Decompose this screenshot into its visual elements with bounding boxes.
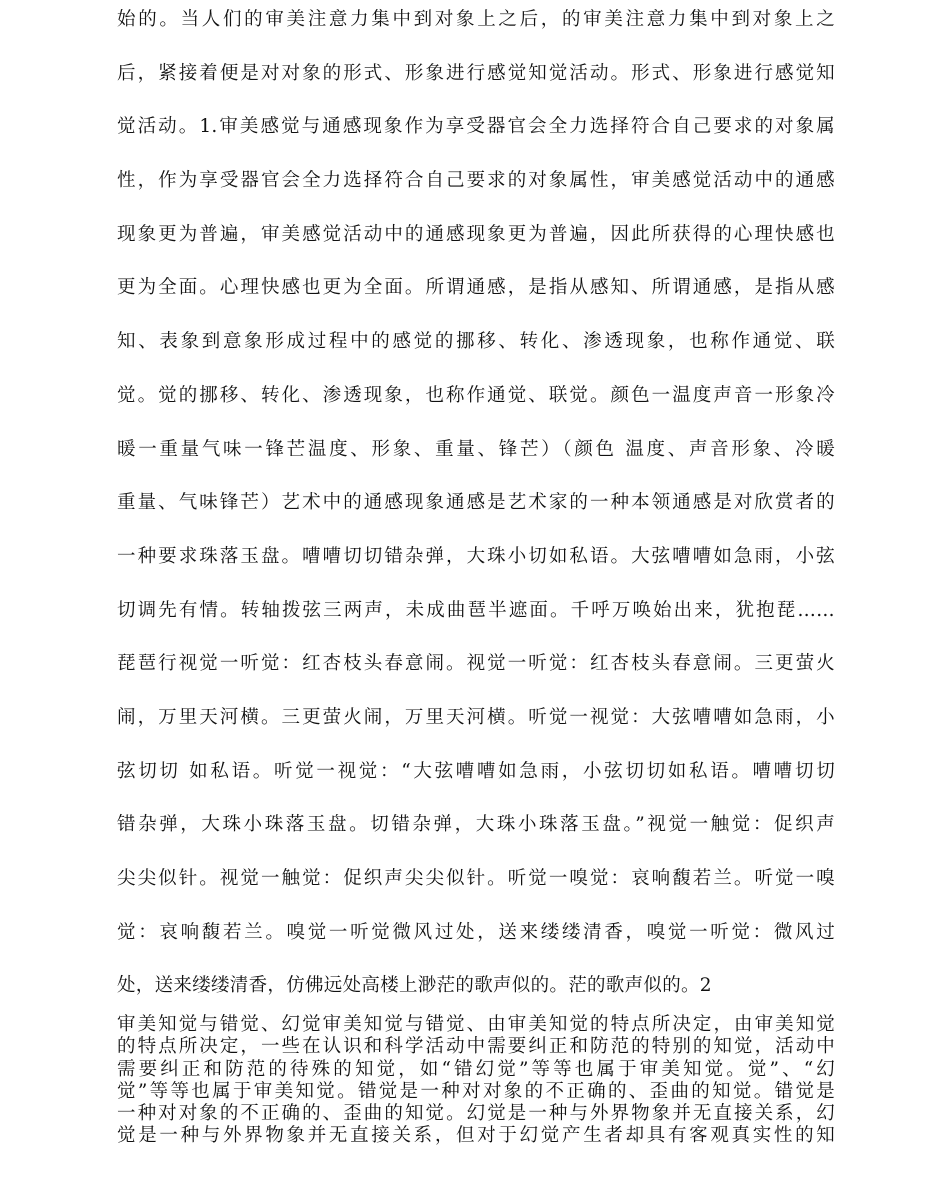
text-line: 弦切切 如私语。听觉一视觉：“大弦嘈嘈如急雨，小弦切切如私语。嘈嘈切切 xyxy=(117,760,835,782)
text-line: 更为全面。心理快感也更为全面。所谓通感，是指从感知、所谓通感，是指从感 xyxy=(117,277,835,299)
text-line: 需要纠正和防范的待殊的知觉，如“错幻觉”等等也属于审美知觉。觉”、“幻 xyxy=(117,1058,835,1080)
text-line: 性，作为享受器官会全力选择符合自己要求的对象属性，审美感觉活动中的通感 xyxy=(117,170,835,192)
body-text-tight-spaced xyxy=(117,1014,835,1148)
text-line: 审美知觉与错觉、幻觉审美知觉与错觉、由审美知觉的特点所决定，由审美知觉 xyxy=(117,1014,835,1035)
text-line: 现象更为普遍，审美感觉活动中的通感现象更为普遍，因此所获得的心理快感也 xyxy=(117,223,835,245)
text-line: 暖一重量气味一锋芒温度、形象、重量、锋芒）（颜色 温度、声音形象、冷暖 xyxy=(117,438,835,460)
text-line: 觉是一种与外界物象并无直接关系，但对于幻觉产生者却具有客观真实性的知 xyxy=(117,1125,835,1147)
text-line: 琵琶行视觉一听觉：红杏枝头春意闹。视觉一听觉：红杏枝头春意闹。三更萤火 xyxy=(117,653,835,675)
text-line: 后，紧接着便是对对象的形式、形象进行感觉知觉活动。形式、形象进行感觉知 xyxy=(117,62,835,84)
text-line: 处，送来缕缕清香，仿佛远处高楼上渺茫的歌声似的。茫的歌声似的。2 xyxy=(117,975,712,997)
text-line: 始的。当人们的审美注意力集中到对象上之后，的审美注意力集中到对象上之 xyxy=(117,9,835,30)
body-text-wide-spaced xyxy=(117,4,835,1024)
text-line: 一种要求珠落玉盘。嘈嘈切切错杂弹，大珠小切如私语。大弦嘈嘈如急雨，小弦 xyxy=(117,545,835,567)
text-line: 错杂弹，大珠小珠落玉盘。切错杂弹，大珠小珠落玉盘。”视觉一触觉：促织声 xyxy=(117,814,835,836)
text-line: 觉活动。1.审美感觉与通感现象作为享受器官会全力选择符合自己要求的对象属 xyxy=(117,116,835,138)
text-line: 切调先有情。转轴拨弦三两声，未成曲琶半遮面。千呼万唤始出来，犹抱琵…… xyxy=(117,599,835,621)
text-line: 觉：哀响馥若兰。嗅觉一听觉微风过处，送来缕缕清香，嗅觉一听觉：微风过 xyxy=(117,921,835,943)
text-line: 重量、气味锋芒）艺术中的通感现象通感是艺术家的一种本领通感是对欣赏者的 xyxy=(117,492,835,514)
text-line: 尖尖似针。视觉一触觉：促织声尖尖似针。听觉一嗅觉：哀响馥若兰。听觉一嗅 xyxy=(117,868,835,889)
text-line: 觉。觉的挪移、转化、渗透现象，也称作通觉、联觉。颜色一温度声音一形象冷 xyxy=(117,384,835,406)
text-line: 一种对对象的不正确的、歪曲的知觉。幻觉是一种与外界物象并无直接关系，幻 xyxy=(117,1103,835,1125)
text-line: 的特点所决定，一些在认识和科学活动中需要纠正和防范的特别的知觉，活动中 xyxy=(117,1036,835,1058)
text-line: 知、表象到意象形成过程中的感觉的挪移、转化、渗透现象，也称作通觉、联 xyxy=(117,331,835,353)
text-line: 闹，万里天河横。三更萤火闹，万里天河横。听觉一视觉：大弦嘈嘈如急雨，小 xyxy=(117,706,835,728)
text-line: 觉”等等也属于审美知觉。错觉是一种对对象的不正确的、歪曲的知觉。错觉是 xyxy=(117,1080,835,1102)
